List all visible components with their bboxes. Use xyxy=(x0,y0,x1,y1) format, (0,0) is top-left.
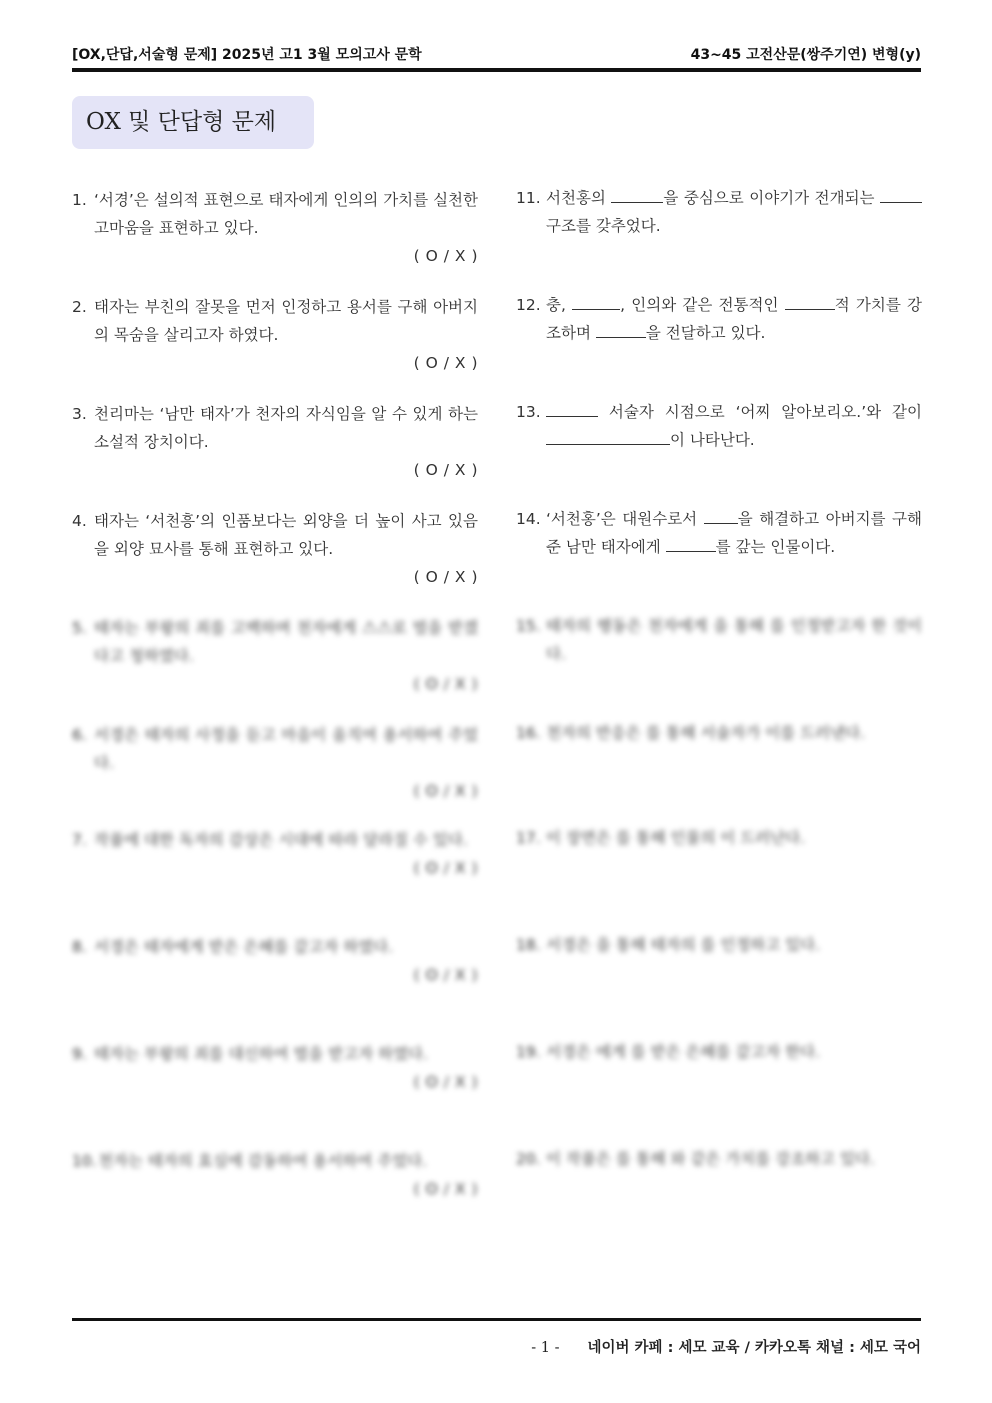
answer-blank[interactable] xyxy=(785,293,835,310)
page-header xyxy=(72,44,921,66)
header-title: [OX,단답,서술형 문제] 2025년 고1 3월 모의고사 문학 xyxy=(72,47,422,63)
ox-choice[interactable]: ( O / X ) xyxy=(413,782,478,800)
question-text: 천자의 반응은 를 통해 서술자가 이를 드러낸다. xyxy=(546,724,865,742)
question-text: 이 작품은 를 통해 와 같은 가치를 강조하고 있다. xyxy=(546,1150,875,1168)
question-text: ‘서경’은 설의적 표현으로 태자에게 인의의 가치를 실천한 고마움을 표현하고 있다. xyxy=(94,191,478,237)
header-rule xyxy=(72,68,921,72)
ox-question-8 xyxy=(72,933,478,989)
question-number: 10. xyxy=(72,1152,97,1170)
ox-choice[interactable]: ( O / X ) xyxy=(413,568,478,586)
answer-blank[interactable] xyxy=(596,321,646,338)
question-number: 13. xyxy=(516,403,541,421)
question-text xyxy=(516,398,922,454)
question-text: 이 장면은 를 통해 인물의 이 드러난다. xyxy=(546,829,806,847)
text-segment: , 인의와 같은 전통적인 xyxy=(620,296,785,314)
text-segment: 충, xyxy=(546,296,573,314)
text-segment: 을 전달하고 있다. xyxy=(645,324,766,342)
question-text: 태자는 부친의 잘못을 먼저 인정하고 용서를 구해 아버지의 목숨을 살리고자 하였다. xyxy=(94,298,478,344)
short-answer-question-11 xyxy=(516,184,922,240)
ox-choice[interactable]: ( O / X ) xyxy=(413,675,478,693)
question-text: 태자는 부왕의 죄를 고백하며 천자에게 스스로 벌을 받겠다고 청하였다. xyxy=(94,619,478,665)
ox-choice[interactable]: ( O / X ) xyxy=(413,966,478,984)
question-number: 8. xyxy=(72,938,87,956)
ox-question-7 xyxy=(72,826,478,882)
page-footer xyxy=(72,1336,921,1357)
footer-credit: 네이버 카페 : 세모 교육 / 카카오톡 채널 : 세모 국어 xyxy=(587,1340,921,1356)
short-answer-question-19 xyxy=(516,1038,922,1066)
question-number: 2. xyxy=(72,298,87,316)
text-segment: 을 중심으로 이야기가 전개되는 xyxy=(663,189,880,207)
question-text: 태자는 부왕의 죄를 대신하여 벌을 받고자 하였다. xyxy=(94,1045,428,1063)
ox-choice[interactable]: ( O / X ) xyxy=(413,247,478,265)
short-answer-question-16 xyxy=(516,719,922,747)
page-number: - 1 - xyxy=(531,1340,560,1356)
text-segment: 을 해결하고 아버지를 구해 준 남만 태자에게 xyxy=(546,510,922,556)
answer-blank[interactable] xyxy=(546,428,670,445)
question-text xyxy=(516,291,922,347)
ox-question-1 xyxy=(72,186,478,270)
header-subtitle: 43~45 고전산문(쌍주기연) 변형(y) xyxy=(690,47,921,63)
answer-blank[interactable] xyxy=(546,400,598,417)
ox-question-2 xyxy=(72,293,478,377)
question-text: 서경은 태자의 사정을 듣고 마음이 움직여 용서하여 주었다. xyxy=(94,726,478,772)
ox-question-3 xyxy=(72,400,478,484)
question-number: 14. xyxy=(516,510,541,528)
question-number: 18. xyxy=(516,936,541,954)
text-segment: 구조를 갖추었다. xyxy=(546,217,661,235)
question-text: 서경은 태자에게 받은 은혜를 갚고자 하였다. xyxy=(94,938,394,956)
question-number: 6. xyxy=(72,726,87,744)
short-answer-question-18 xyxy=(516,931,922,959)
ox-choice[interactable]: ( O / X ) xyxy=(413,859,478,877)
question-number: 12. xyxy=(516,296,541,314)
question-text: 천자는 태자의 효심에 감동하여 용서하여 주었다. xyxy=(98,1152,428,1170)
question-number: 11. xyxy=(516,189,541,207)
text-segment: 를 갚는 인물이다. xyxy=(715,538,836,556)
question-text: 서경은 에게 를 받은 은혜를 갚고자 한다. xyxy=(546,1043,821,1061)
text-segment: 이 나타난다. xyxy=(670,431,755,449)
ox-question-9 xyxy=(72,1040,478,1096)
question-text: 태자는 ‘서천흥’의 인품보다는 외양을 더 높이 사고 있음을 외양 묘사를 통해 표현하고 있다. xyxy=(94,512,478,558)
question-number: 20. xyxy=(516,1150,541,1168)
text-segment: 서천홍의 xyxy=(546,189,612,207)
question-number: 9. xyxy=(72,1045,87,1063)
ox-choice[interactable]: ( O / X ) xyxy=(413,1073,478,1091)
short-answer-question-15 xyxy=(516,612,922,668)
question-text xyxy=(516,184,922,240)
ox-choice[interactable]: ( O / X ) xyxy=(413,461,478,479)
ox-choice[interactable]: ( O / X ) xyxy=(413,354,478,372)
question-text: 작품에 대한 독자의 감상은 시대에 따라 달라질 수 있다. xyxy=(94,831,468,849)
answer-blank[interactable] xyxy=(666,535,716,552)
question-number: 15. xyxy=(516,617,541,635)
short-answer-question-17 xyxy=(516,824,922,852)
question-number: 17. xyxy=(516,829,541,847)
footer-rule xyxy=(72,1318,921,1321)
question-text: 서경은 을 통해 태자의 를 인정하고 있다. xyxy=(546,936,821,954)
answer-blank[interactable] xyxy=(572,293,620,310)
question-number: 19. xyxy=(516,1043,541,1061)
short-answer-question-13 xyxy=(516,398,922,454)
question-number: 7. xyxy=(72,831,87,849)
section-title: OX 및 단답형 문제 xyxy=(72,96,314,149)
ox-question-10 xyxy=(72,1147,478,1203)
question-number: 5. xyxy=(72,619,87,637)
answer-blank[interactable] xyxy=(611,186,663,203)
ox-question-5 xyxy=(72,614,478,698)
question-number: 1. xyxy=(72,191,87,209)
short-answer-question-12 xyxy=(516,291,922,347)
short-answer-question-14 xyxy=(516,505,922,561)
short-answer-question-20 xyxy=(516,1145,922,1173)
ox-choice[interactable]: ( O / X ) xyxy=(413,1180,478,1198)
question-text: 태자의 행동은 천자에게 을 통해 를 인정받고자 한 것이다. xyxy=(546,617,922,663)
question-number: 3. xyxy=(72,405,87,423)
answer-blank[interactable] xyxy=(704,507,738,524)
question-number: 4. xyxy=(72,512,87,530)
text-segment: ‘서천홍’은 대원수로서 xyxy=(546,510,704,528)
question-text: 천리마는 ‘남만 태자’가 천자의 자식임을 알 수 있게 하는 소설적 장치이다. xyxy=(94,405,478,451)
answer-blank[interactable] xyxy=(880,186,922,203)
text-segment: 적 가치를 강조하며 xyxy=(546,296,922,342)
question-text xyxy=(516,505,922,561)
question-number: 16. xyxy=(516,724,541,742)
text-segment: 서술자 시점으로 ‘어찌 알아보리오.’와 같이 xyxy=(598,403,922,421)
ox-question-6 xyxy=(72,721,478,805)
ox-question-4 xyxy=(72,507,478,591)
